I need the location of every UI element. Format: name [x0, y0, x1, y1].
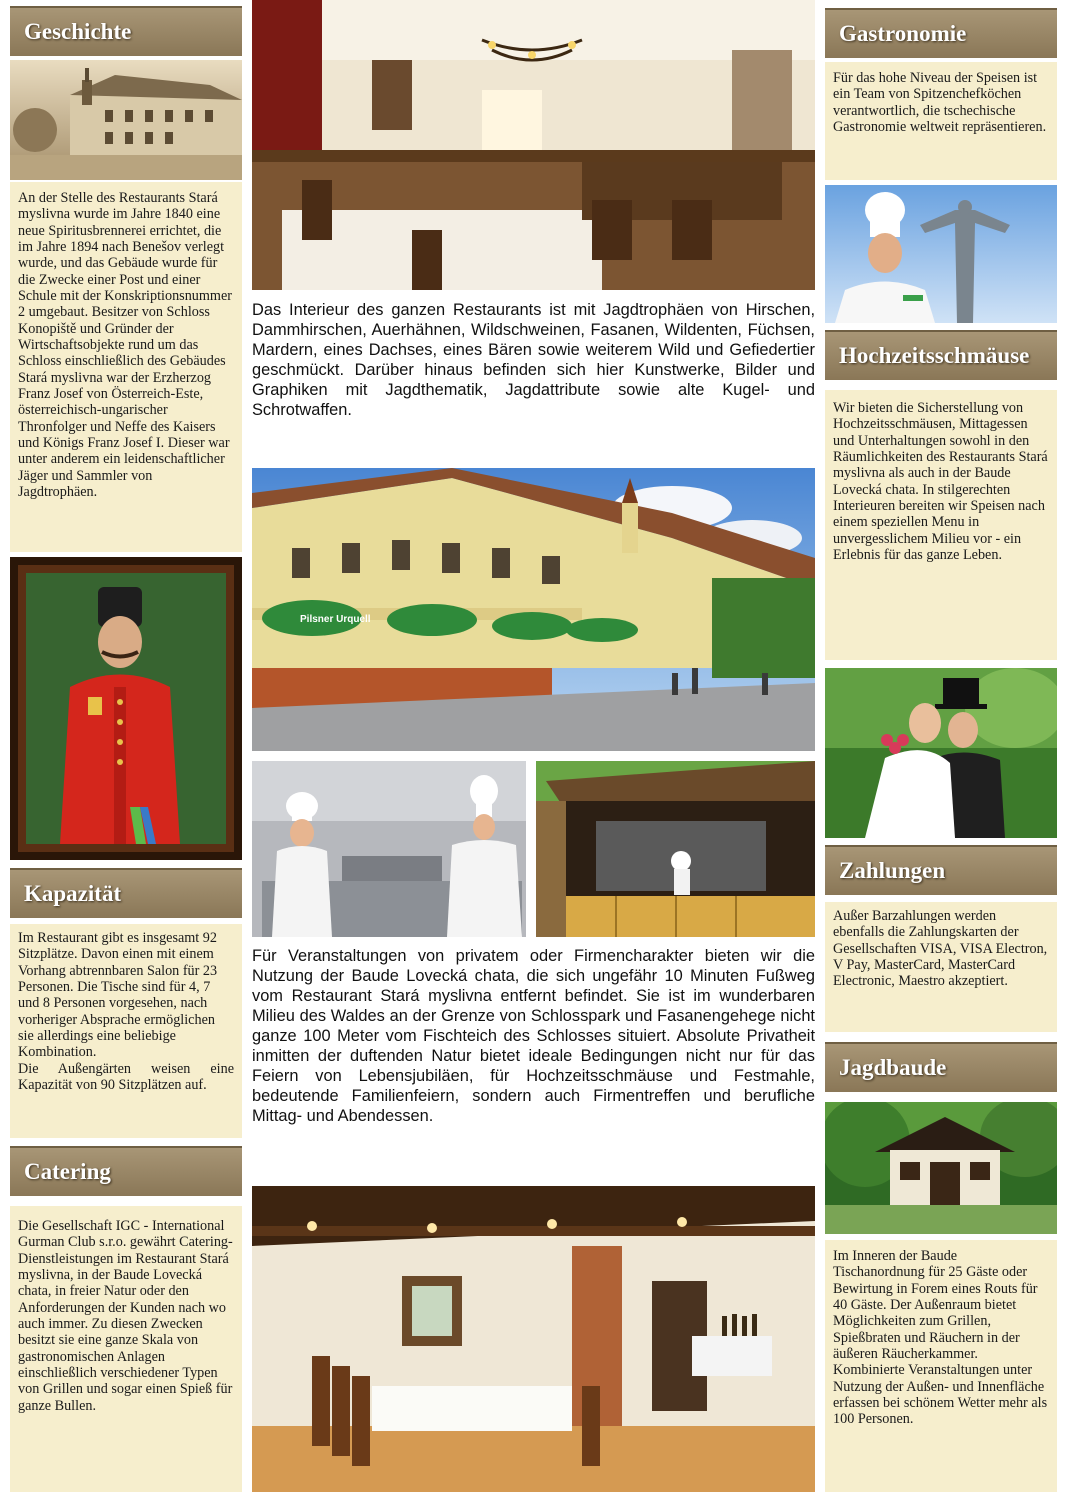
interior-description: Das Interieur des ganzen Restaurants ist mit Jagdtrophäen von Hirschen, Dammhirschen, Auerhähnen, Wildschweinen, Fasanen, Wildenten, Füchsen, Mardern, eines Dachses, eines Bären sowie weiterem Wild und Gefiedertier geschmückt. Darüber hinaus befinden sich hier Kunstwerke, Bilder und Graphiken mit Jagdthematik, Jagdattribute sowie alte Kugel- und Schrotwaffen. [252, 301, 815, 420]
geschichte-heading: Geschichte [10, 6, 242, 56]
outdoor-grill-photo [536, 761, 815, 937]
geschichte-text: An der Stelle des Restaurants Stará myslivna wurde im Jahre 1840 eine neue Spiritusbrennerei errichtet, die im Jahre 1894 nach Benešov verlegt wurde, und das Gebäude wurde für die Zwecke einer Post und einer Schule mit der Konskriptionsnummer 2 umgebaut. Besitzer von Schloss Konopiště und Gründer der Wirtschaftsobjekte rund um das Schloss einschließlich des Gebäudes Stará myslivna war der Erzherzog Franz Josef von Österreich-Este, österreichisch-ungarischer Thronfolger und Neffe des Kaisers und Königs Franz Josef I. Dieser war unter anderem ein leidenschaftlicher Jäger und Sammler von Jagdtrophäen. [10, 182, 242, 552]
events-description: Für Veranstaltungen von privatem oder Firmencharakter bieten wir die Nutzung der Baude Lovecká chata, die sich ungefähr 10 Minuten Fußweg vom Restaurant Stará myslivna entfernt befindet. Sie ist im wunderbaren Milieu des Waldes an der Grenze von Schlosspark und Fasanengehege nicht ganze 100 Meter vom Fischteich des Schlosses situiert. Absolute Privatheit inmitten der duftenden Natur bietet ideale Bedingungen nicht nur für das Feiern von Lebensjubiläen, für Hochzeitsschmäuse und Festmahle, bedeutende Familienfeiern, sondern auch Firmentreffen und berufliche Mittag- und Abendessen. [252, 947, 815, 1126]
kapazitaet-text-2: Die Außengärten weisen eine Kapazität von 90 Sitzplätzen auf. [18, 1060, 234, 1093]
catering-text: Die Gesellschaft IGC - International Gurman Club s.r.o. gewährt Catering-Dienstleistungen im Restaurant Stará myslivna, in der Baude Lovecká chata, in freier Natur oder den Anforderungen der Kunden nach wo auch immer. Zu diesen Zwecken besitzt sie eine ganze Skala von gastronomischen Anlagen einschließlich verschiedener Typen von Grillen und sogar einen Spieß für ganze Bullen. [10, 1206, 242, 1492]
old-building-photo [10, 60, 242, 180]
chef-portrait-photo [825, 185, 1057, 323]
jagdbaude-heading: Jagdbaude [825, 1042, 1057, 1092]
zahlungen-text: Außer Barzahlungen werden ebenfalls die Zahlungskarten der Gesellschaften VISA, VISA Electron, V Pay, MasterCard, MasterCard Electronic, Maestro akzeptiert. [825, 902, 1057, 1032]
hochzeit-heading: Hochzeitsschmäuse [825, 330, 1057, 380]
portrait-painting [10, 557, 242, 860]
baude-interior-photo [252, 1186, 815, 1492]
kapazitaet-text [10, 924, 242, 1138]
hunting-lodge-photo [825, 1102, 1057, 1234]
jagdbaude-text: Im Inneren der Baude Tischanordnung für 25 Gäste oder Bewirtung in Forem eines Routs für 40 Gäste. Der Außenraum bietet Möglichkeiten zum Grillen, Spießbraten und Räuchern in der äußeren Räucherkammer. Kombinierte Veranstaltungen unter Nutzung der Außen- und Innenfläche erfassen bei schönem Wetter mehr als 100 Personen. [825, 1240, 1057, 1492]
gastronomie-heading: Gastronomie [825, 8, 1057, 58]
terrace-photo [252, 468, 815, 751]
umbrella-logo: Pilsner Urquell [300, 614, 371, 625]
hochzeit-text: Wir bieten die Sicherstellung von Hochzeitsschmäusen, Mittagessen und Unterhaltungen sowohl in den Räumlichkeiten des Restaurants Stará myslivna als auch in der Baude Lovecká chata. In stilgerechten Interieuren bereiten wir Speisen nach einem speziellen Menu in unvergesslichem Milieu vor - ein Erlebnis für das ganze Leben. [825, 390, 1057, 660]
restaurant-interior-photo [252, 0, 815, 290]
catering-heading: Catering [10, 1146, 242, 1196]
wedding-couple-photo [825, 668, 1057, 838]
kapazitaet-heading: Kapazität [10, 868, 242, 918]
kapazitaet-text-1: Im Restaurant gibt es insgesamt 92 Sitzplätze. Davon einen mit einem Vorhang abtrennbaren Salon für 23 Personen. Die Tische sind für 4, 7 und 8 Personen vorgesehen, nach vorheriger Absprache ermöglichen sie allerdings eine beliebige Kombination. [18, 930, 218, 1061]
gastronomie-text: Für das hohe Niveau der Speisen ist ein Team von Spitzenchefköchen verantwortlich, die tschechische Gastronomie weltweit repräsentieren. [825, 62, 1057, 180]
zahlungen-heading: Zahlungen [825, 845, 1057, 895]
kitchen-chefs-photo [252, 761, 526, 937]
